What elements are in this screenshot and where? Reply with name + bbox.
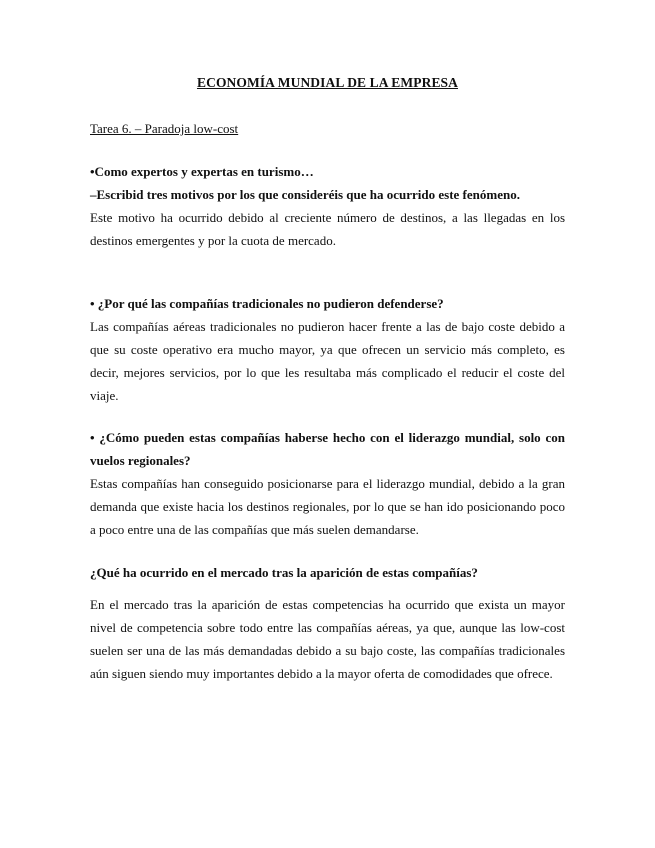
section-1-question-line-1: •Como expertos y expertas en turismo… (90, 164, 314, 179)
section-4-answer: En el mercado tras la aparición de estas competencias ha ocurrido que exista un mayor nivel de competencia sobre todo entre las compañías aéreas, ya que, aunque las low-cost suelen ser una de las más demandadas debido a su bajo coste, las compañías tradicionales aún siguen siendo muy importantes debido a la mayor oferta de comodidades que ofrece. (90, 597, 565, 681)
section-4-question: ¿Qué ha ocurrido en el mercado tras la aparición de estas compañías? (90, 565, 478, 580)
document-title: ECONOMÍA MUNDIAL DE LA EMPRESA (196, 75, 459, 90)
section-3 (90, 426, 565, 541)
section-4 (90, 561, 565, 685)
task-heading: Tarea 6. – Paradoja low-cost (90, 121, 239, 136)
section-3-answer: Estas compañías han conseguido posicionarse para el liderazgo mundial, debido a la gran demanda que existe hacia los destinos regionales, por lo que se han ido posicionando poco a poco entre una de las compañías que más suelen demandarse. (90, 476, 565, 537)
section-3-question: • ¿Cómo pueden estas compañías haberse hecho con el liderazgo mundial, solo con vuelos regionales? (90, 430, 565, 468)
section-2 (90, 292, 565, 407)
section-2-answer: Las compañías aéreas tradicionales no pudieron hacer frente a las de bajo coste debido a que su coste operativo era mucho mayor, ya que ofrecen un servicio más completo, es decir, mejores servicios, por lo que les resultaba más complicado el reducir el coste del viaje. (90, 319, 565, 403)
section-1-answer: Este motivo ha ocurrido debido al creciente número de destinos, a las llegadas en los destinos emergentes y por la cuota de mercado. (90, 210, 565, 248)
section-1-question-line-2: –Escribid tres motivos por los que consideréis que ha ocurrido este fenómeno. (90, 187, 520, 202)
section-1 (90, 160, 565, 252)
section-2-question: • ¿Por qué las compañías tradicionales no pudieron defenderse? (90, 296, 444, 311)
